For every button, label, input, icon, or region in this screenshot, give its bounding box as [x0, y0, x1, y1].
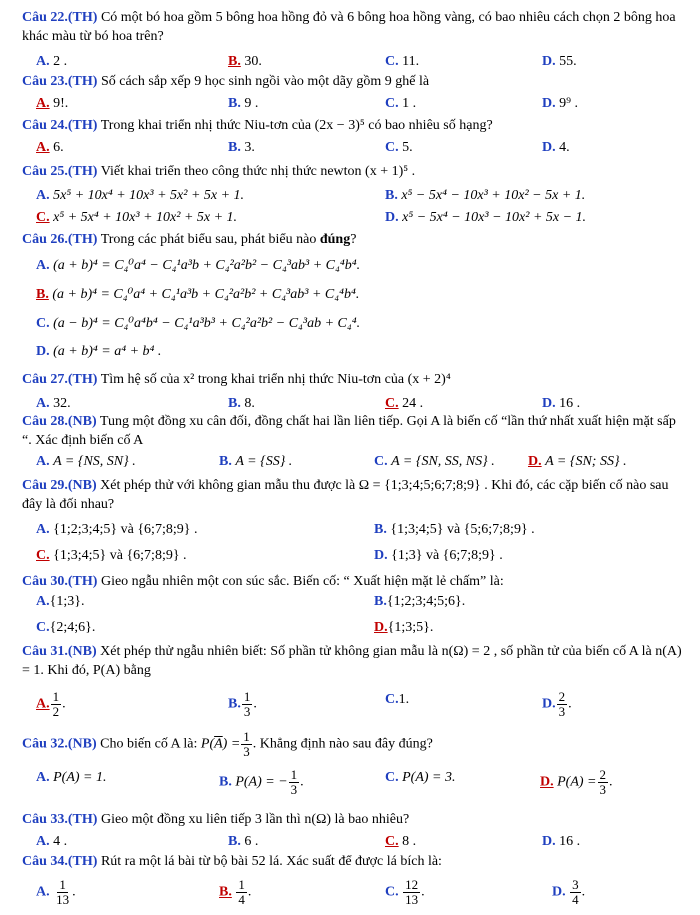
option-b[interactable]: B. 3.: [228, 140, 255, 155]
fraction: $\frac{1}{13}$: [56, 877, 70, 907]
question-29: Câu 29.(NB) Xét phép thử với không gian mẫu thu được là Ω = {1;3;4;5;6;7;8;9} . Khi đó, các cặp biến cố nào sau đây là đối nhau?: [22, 478, 669, 512]
question-23: Câu 23.(TH) Số cách sắp xếp 9 học sinh ngồi vào một dãy gồm 9 ghế là: [22, 74, 430, 89]
option-c[interactable]: C. 1 .: [385, 96, 417, 111]
option-c[interactable]: C. $\frac{12}{13}$ .: [385, 877, 425, 907]
option-d[interactable]: D. 16 .: [542, 396, 581, 411]
option-b[interactable]: B. $\frac{1}{3}$ .: [228, 689, 257, 719]
options-27: [22, 394, 686, 414]
options-33: [22, 832, 686, 852]
option-c[interactable]: C. x⁵ + 5x⁴ + 10x³ + 10x² + 5x + 1.: [36, 210, 238, 225]
fraction: $\frac{1}{3}$: [290, 767, 298, 797]
option-a[interactable]: A. A = {NS, SN} .: [36, 454, 136, 469]
question-24: Câu 24.(TH) Trong khai triển nhị thức Niu-tơn của (2x − 3)⁵ có bao nhiêu số hạng?: [22, 118, 493, 133]
option-c[interactable]: C. (a − b)⁴ = C₄⁰a⁴b⁴ − C₄¹a³b³ + C₄²a²b² − C₄³ab + C₄⁴.: [36, 316, 361, 331]
option-d[interactable]: D. $\frac{3}{4}$ .: [552, 877, 586, 907]
options-25-row2: [22, 208, 686, 228]
option-a[interactable]: A. 4 .: [36, 834, 68, 849]
option-b[interactable]: B. $\frac{1}{4}$ .: [219, 877, 252, 907]
question-28: Câu 28.(NB) Tung một đồng xu cân đối, đồng chất hai lần liên tiếp. Gọi A là biến cố “lần thứ nhất xuất hiện mặt sấp “. Xác định biến cố A: [22, 414, 676, 448]
option-b[interactable]: B. 30.: [228, 54, 262, 69]
option-d[interactable]: D. 9⁹ .: [542, 96, 579, 111]
option-d[interactable]: D. A = {SN; SS} .: [528, 454, 627, 469]
option-a[interactable]: A. (a + b)⁴ = C₄⁰a⁴ − C₄¹a³b + C₄²a²b² − C₄³ab³ + C₄⁴b⁴.: [36, 258, 361, 273]
options-31: [22, 690, 686, 720]
option-b[interactable]: B. P(A) = − $\frac{1}{3}$ .: [219, 767, 304, 797]
option-c[interactable]: C. P(A) = 3.: [385, 770, 456, 785]
question-text: Có một bó hoa gồm 5 bông hoa hồng đỏ và 6 bông hoa hồng vàng, có bao nhiêu cách chọn 2 bông hoa khác màu từ bó hoa trên?: [22, 10, 676, 44]
option-a[interactable]: A. 5x⁵ + 10x⁴ + 10x³ + 5x² + 5x + 1.: [36, 188, 245, 203]
options-28: [22, 452, 686, 472]
option-a[interactable]: A.{1;3}.: [36, 594, 85, 609]
options-25-row1: [22, 186, 686, 206]
options-23: [22, 94, 686, 114]
option-d[interactable]: D. 55.: [542, 54, 577, 69]
option-c[interactable]: C. {1;3;4;5} và {6;7;8;9} .: [36, 548, 187, 563]
option-b[interactable]: B. (a + b)⁴ = C₄⁰a⁴ + C₄¹a³b + C₄²a²b² + C₄³ab³ + C₄⁴b⁴.: [36, 287, 360, 302]
option-d[interactable]: D. $\frac{2}{3}$ .: [542, 689, 572, 719]
options-22: [22, 52, 686, 72]
option-a[interactable]: A. $\frac{1}{13}$ .: [36, 877, 76, 907]
option-b[interactable]: B.{1;2;3;4;5;6}.: [374, 594, 466, 609]
option-d[interactable]: D. 4.: [542, 140, 570, 155]
fraction: $\frac{12}{13}$: [405, 877, 419, 907]
option-c[interactable]: C. A = {SN, SS, NS} .: [374, 454, 495, 469]
question-32: Câu 32.(NB) Cho biến cố A là: $P(\overline{A})$ = $\frac{1}{3}$ . Khẳng định nào sau đây đúng?: [22, 729, 433, 759]
option-b[interactable]: B. 9 .: [228, 96, 259, 111]
options-29-row2: [22, 546, 686, 566]
options-24: [22, 138, 686, 158]
option-b[interactable]: B. x⁵ − 5x⁴ − 10x³ + 10x² − 5x + 1.: [385, 188, 586, 203]
options-30-row1: [22, 592, 686, 612]
option-c[interactable]: C. 5.: [385, 140, 413, 155]
option-c[interactable]: C. 24 .: [385, 396, 424, 411]
option-a[interactable]: A. 9!.: [36, 96, 69, 111]
question-22: [22, 8, 686, 46]
option-a[interactable]: A. P(A) = 1.: [36, 770, 107, 785]
option-d[interactable]: D.{1;3;5}.: [374, 620, 434, 635]
fraction: $\frac{1}{4}$: [238, 877, 245, 907]
option-a[interactable]: A. {1;2;3;4;5} và {6;7;8;9} .: [36, 522, 198, 537]
fraction: $\frac{2}{3}$: [558, 689, 566, 719]
question-34: Câu 34.(TH) Rút ra một lá bài từ bộ bài 52 lá. Xác suất để được lá bích là:: [22, 854, 442, 869]
options-34: [22, 878, 686, 910]
fraction: $\frac{1}{2}$: [52, 689, 60, 719]
question-27: Câu 27.(TH) Tìm hệ số của x² trong khai triển nhị thức Niu-tơn của (x + 2)⁴: [22, 372, 451, 387]
fraction: $\frac{1}{3}$: [243, 729, 250, 759]
option-d[interactable]: D. (a + b)⁴ = a⁴ + b⁴ .: [36, 344, 162, 359]
option-a[interactable]: A. $\frac{1}{2}$ .: [36, 689, 66, 719]
question-33: Câu 33.(TH) Gieo một đồng xu liên tiếp 3 lần thì n(Ω) là bao nhiêu?: [22, 812, 410, 827]
option-d[interactable]: D. x⁵ − 5x⁴ − 10x³ − 10x² + 5x − 1.: [385, 210, 587, 225]
question-head: Câu 22.(TH): [22, 10, 98, 25]
options-32: [22, 768, 686, 798]
question-31: Câu 31.(NB) Xét phép thử ngẫu nhiên biết: Số phần tử không gian mẫu là n(Ω) = 2 , số phần tử của biến cố A là n(A) = 1. Khi đó, P(A) bằng: [22, 644, 682, 678]
options-26-b: [22, 285, 686, 305]
option-c[interactable]: C.{2;4;6}.: [36, 620, 96, 635]
fraction: $\frac{2}{3}$: [599, 767, 606, 797]
options-26-a: [22, 256, 686, 276]
options-26-d: [22, 342, 686, 362]
option-b[interactable]: B. 8.: [228, 396, 255, 411]
option-b[interactable]: B. 6 .: [228, 834, 259, 849]
option-d[interactable]: D. 16 .: [542, 834, 581, 849]
option-a[interactable]: A. 2 .: [36, 54, 68, 69]
question-30: Câu 30.(TH) Gieo ngẫu nhiên một con súc sắc. Biến cố: “ Xuất hiện mặt lẻ chấm” là:: [22, 574, 504, 589]
options-30-row2: [22, 618, 686, 638]
option-b[interactable]: B. {1;3;4;5} và {5;6;7;8;9} .: [374, 522, 535, 537]
option-c[interactable]: C. 8 .: [385, 834, 417, 849]
fraction: $\frac{1}{3}$: [243, 689, 251, 719]
options-29-row1: [22, 520, 686, 540]
option-b[interactable]: B. A = {SS} .: [219, 454, 293, 469]
option-c[interactable]: C. 11.: [385, 54, 420, 69]
question-26: Câu 26.(TH) Trong các phát biểu sau, phát biểu nào đúng?: [22, 232, 357, 247]
option-d[interactable]: D. P(A) = $\frac{2}{3}$ .: [540, 767, 613, 797]
option-a[interactable]: A. 32.: [36, 396, 71, 411]
option-a[interactable]: A. 6.: [36, 140, 64, 155]
fraction: $\frac{3}{4}$: [572, 877, 579, 907]
option-c[interactable]: C.1.: [385, 692, 410, 707]
options-26-c: [22, 314, 686, 334]
option-d[interactable]: D. {1;3} và {6;7;8;9} .: [374, 548, 503, 563]
question-25: Câu 25.(TH) Viết khai triển theo công thức nhị thức newton (x + 1)⁵ .: [22, 164, 416, 179]
